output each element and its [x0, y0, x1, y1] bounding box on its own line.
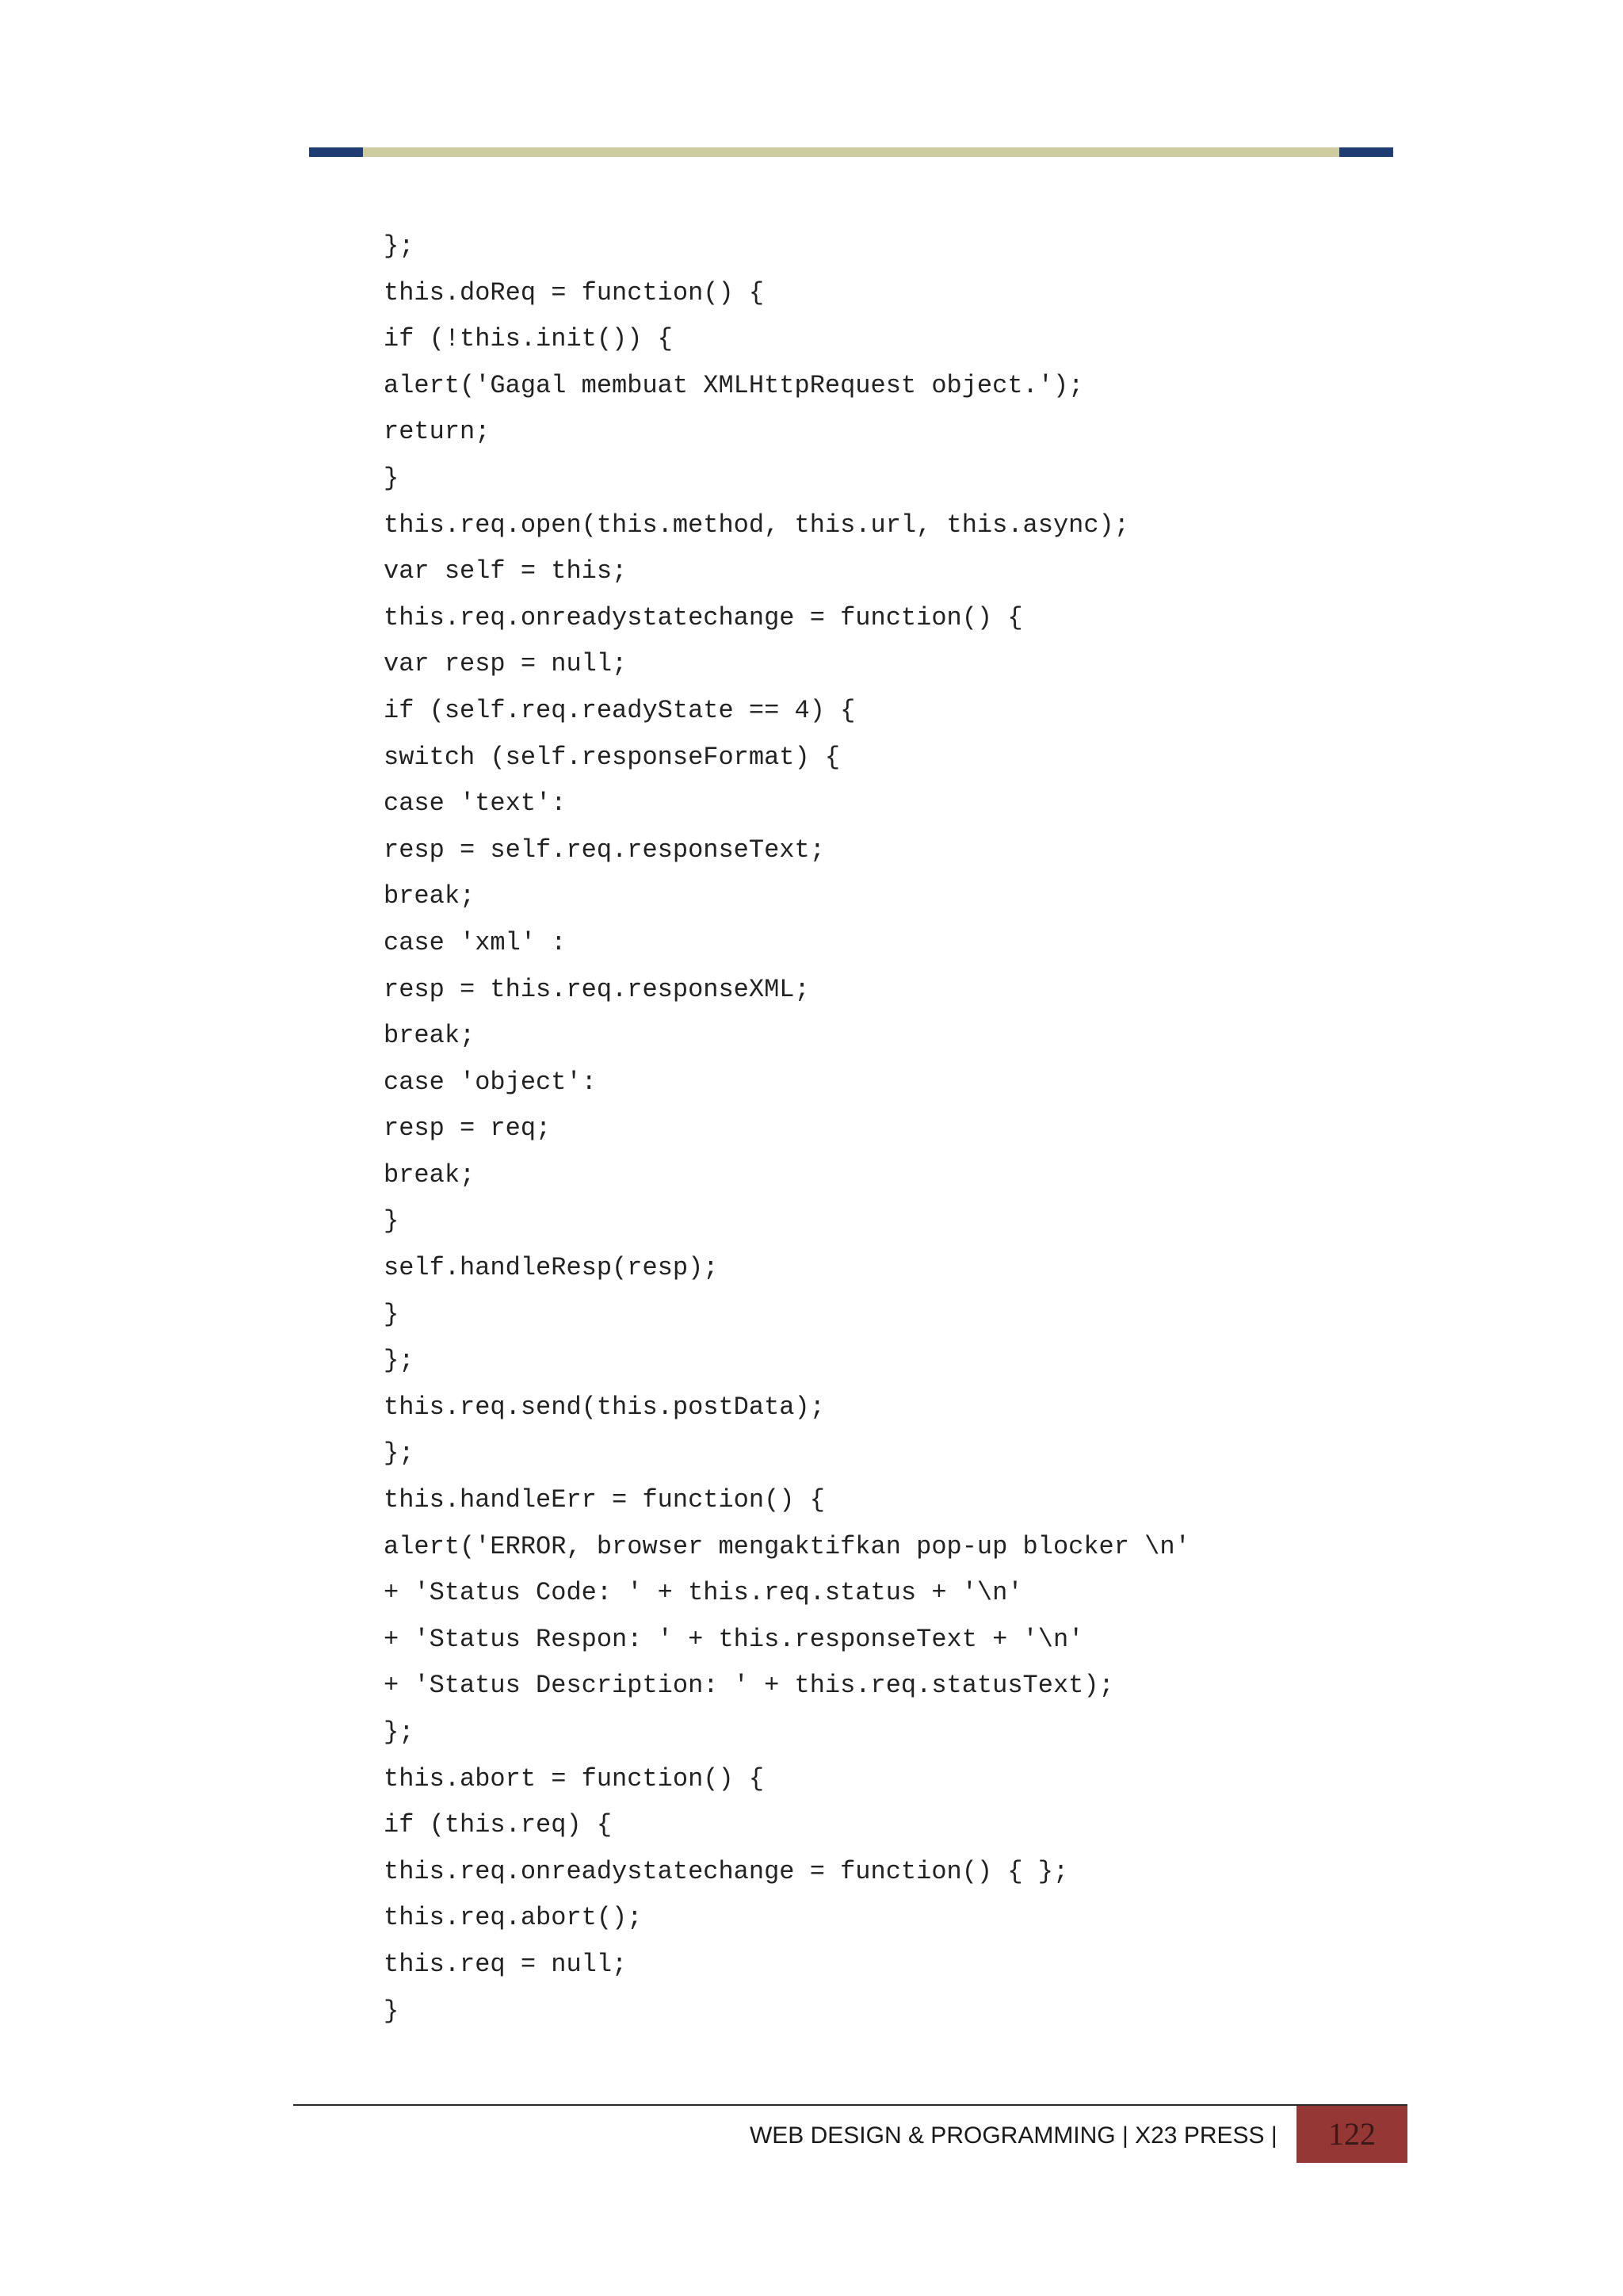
code-listing	[384, 223, 1414, 2034]
code-line: alert('ERROR, browser mengaktifkan pop-up blocker \n'	[384, 1531, 1190, 1561]
footer-rule	[293, 2104, 1407, 2106]
code-line: break;	[384, 1159, 475, 1190]
code-line: alert('Gagal membuat XMLHttpRequest object.');	[384, 370, 1084, 400]
page-number: 122	[1296, 2106, 1407, 2163]
code-line: if (!this.init()) {	[384, 324, 673, 354]
code-line: + 'Status Code: ' + this.req.status + '\n'	[384, 1578, 1023, 1608]
code-line: };	[384, 231, 414, 261]
code-line: this.req.onreadystatechange = function() {	[384, 602, 1023, 632]
code-line: this.doReq = function() {	[384, 277, 765, 308]
code-line: case 'text':	[384, 789, 567, 819]
code-line: if (this.req) {	[384, 1810, 613, 1840]
code-line: this.req.onreadystatechange = function() { };	[384, 1856, 1069, 1886]
code-line: + 'Status Description: ' + this.req.statusText);	[384, 1671, 1114, 1701]
code-line: }	[384, 1299, 399, 1329]
code-line: return;	[384, 417, 491, 447]
header-rule-left-cap	[309, 147, 363, 157]
code-line: };	[384, 1346, 414, 1376]
code-line: }	[384, 1206, 399, 1236]
code-line: self.handleResp(resp);	[384, 1253, 719, 1283]
header-rule	[309, 147, 1393, 157]
code-line: resp = self.req.responseText;	[384, 835, 825, 865]
code-line: if (self.req.readyState == 4) {	[384, 695, 856, 725]
code-line: this.req.send(this.postData);	[384, 1392, 825, 1422]
code-line: this.handleErr = function() {	[384, 1485, 825, 1515]
header-rule-right-cap	[1339, 147, 1393, 157]
code-line: };	[384, 1717, 414, 1747]
code-line: resp = req;	[384, 1114, 552, 1144]
code-line: resp = this.req.responseXML;	[384, 974, 810, 1004]
code-line: case 'object':	[384, 1067, 597, 1097]
code-line: this.req.open(this.method, this.url, this.async);	[384, 510, 1129, 540]
code-line: switch (self.responseFormat) {	[384, 742, 841, 772]
code-line: }	[384, 463, 399, 493]
code-line: }	[384, 1996, 399, 2026]
code-line: this.req.abort();	[384, 1903, 643, 1933]
code-line: var self = this;	[384, 556, 628, 586]
code-line: this.req = null;	[384, 1949, 628, 1979]
code-line: break;	[384, 881, 475, 911]
code-line: case 'xml' :	[384, 927, 567, 957]
code-line: break;	[384, 1021, 475, 1051]
code-line: };	[384, 1438, 414, 1469]
code-line: var resp = null;	[384, 649, 628, 679]
code-line: this.abort = function() {	[384, 1763, 765, 1794]
running-footer-title: WEB DESIGN & PROGRAMMING | X23 PRESS |	[749, 2122, 1284, 2149]
code-line: + 'Status Respon: ' + this.responseText + '\n'	[384, 1624, 1084, 1654]
